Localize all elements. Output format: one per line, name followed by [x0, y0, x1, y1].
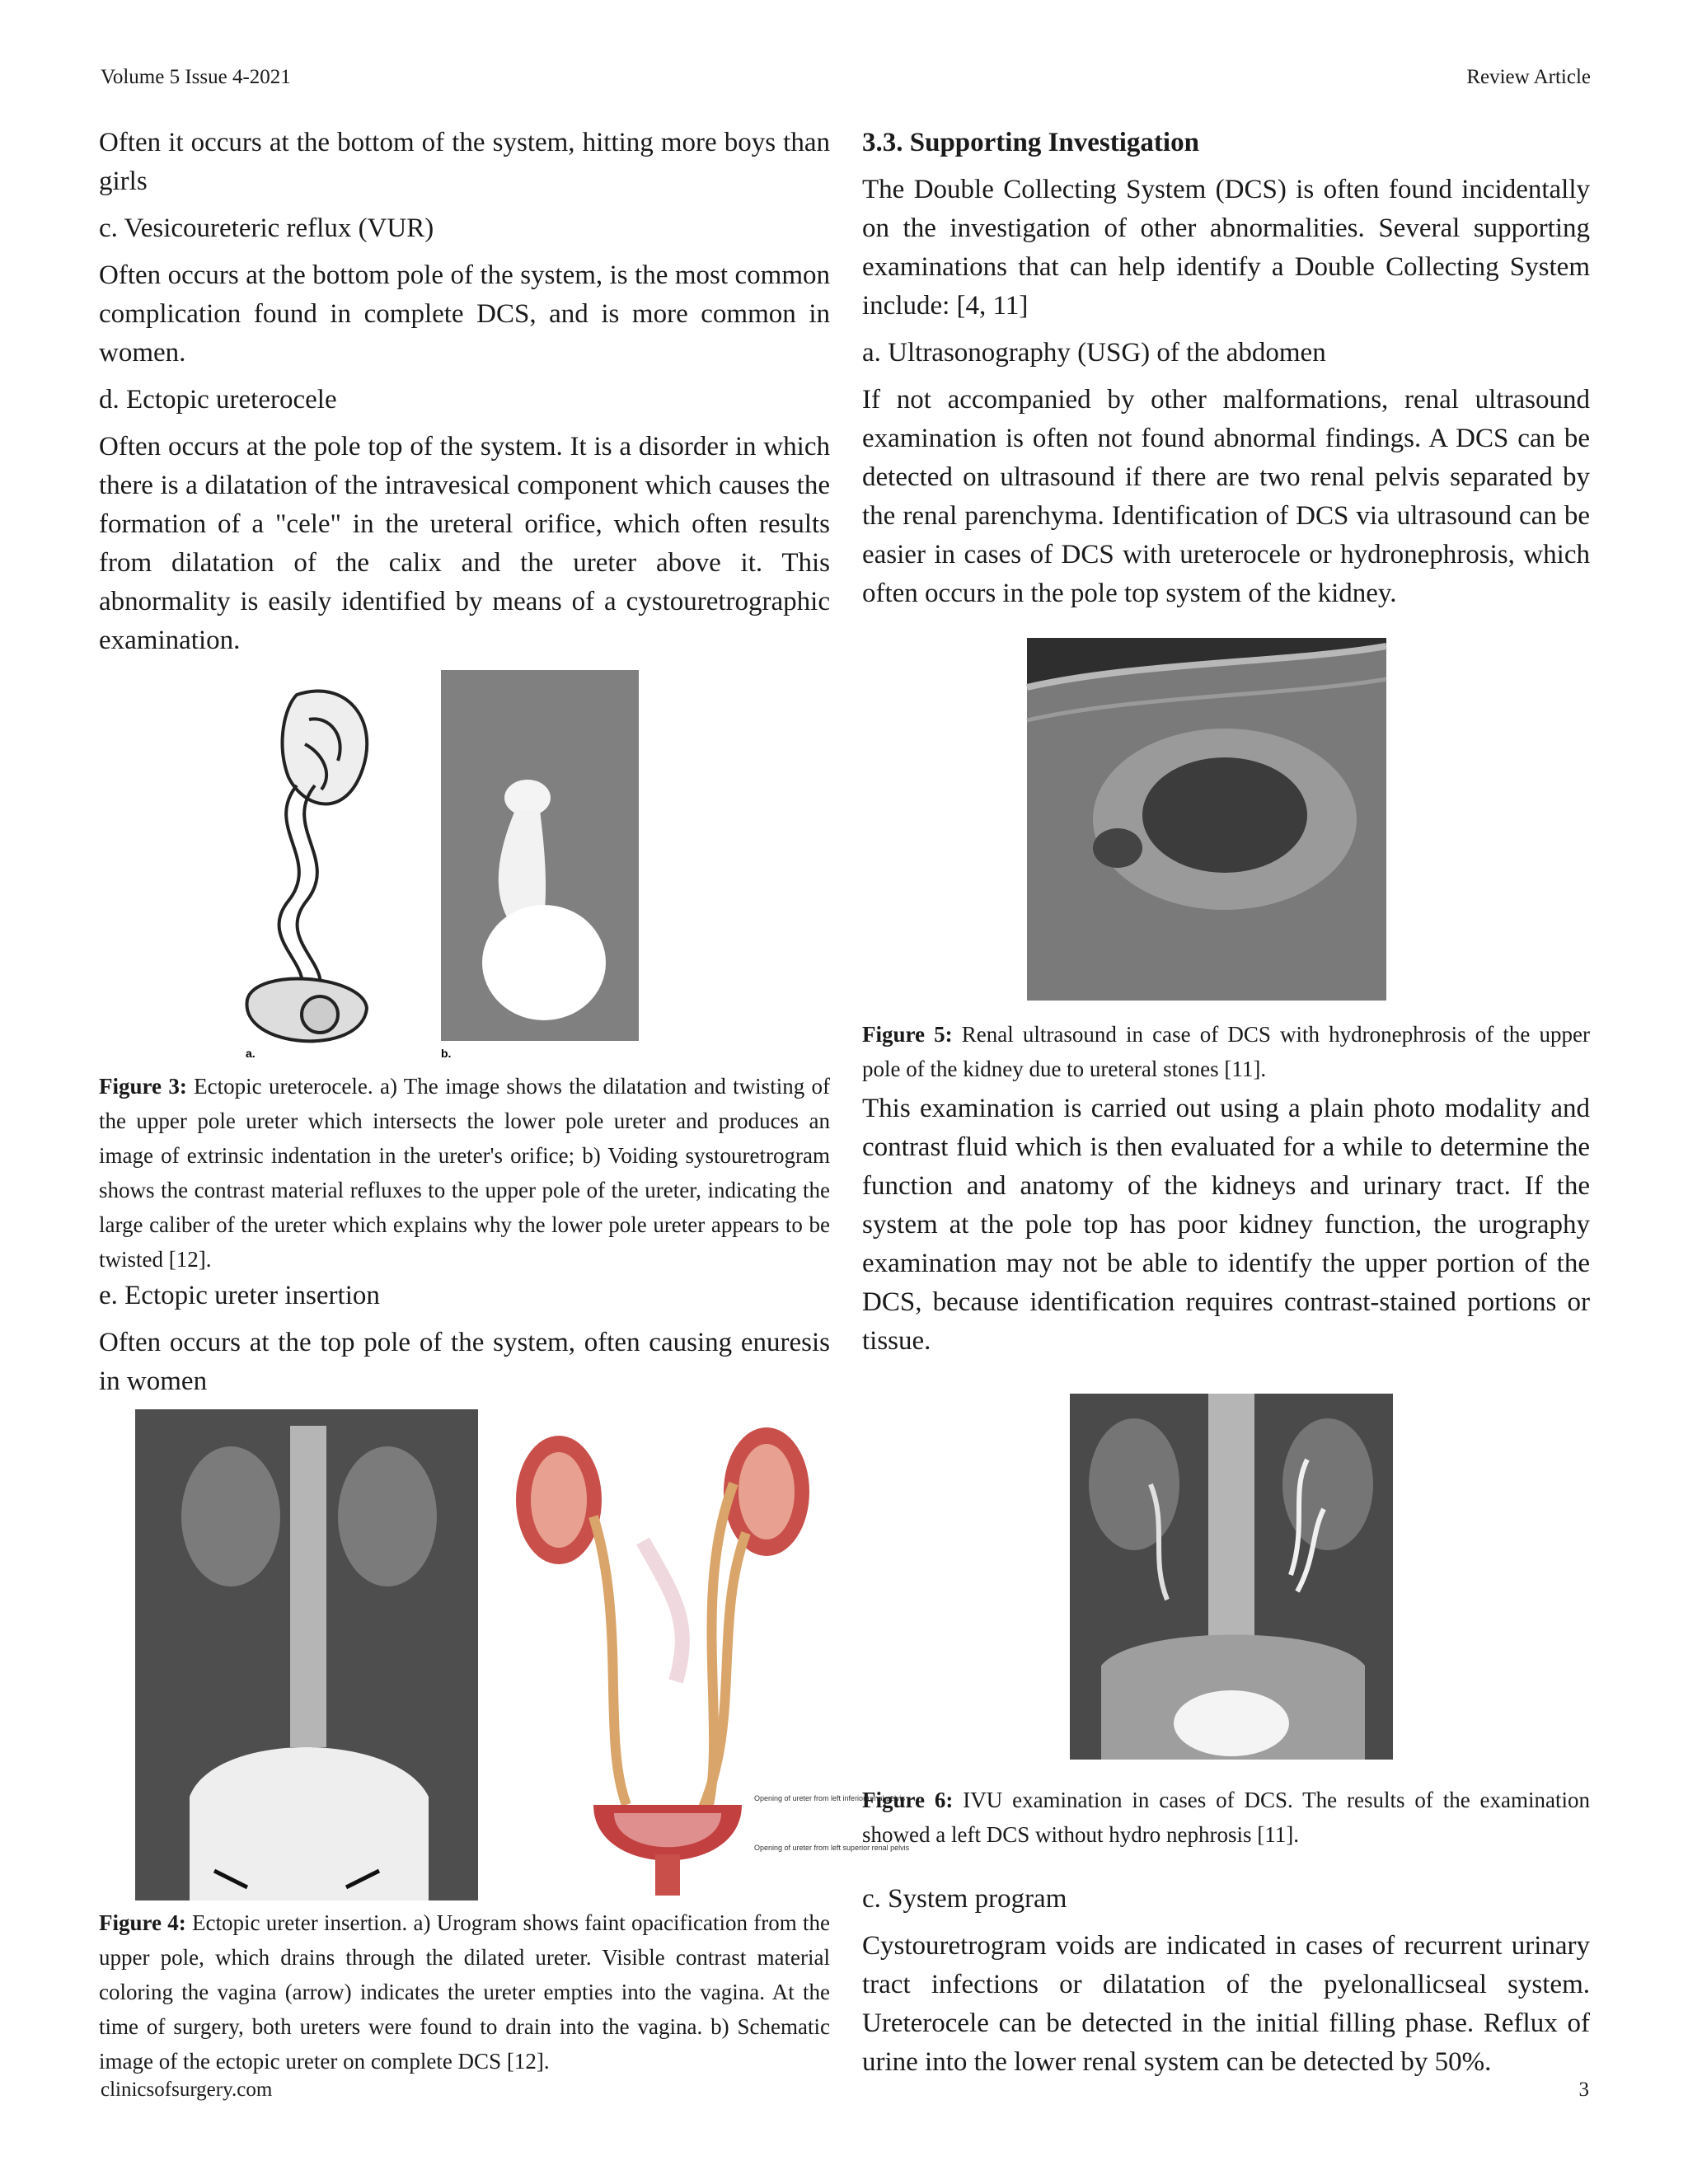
figure-3-panel-b-label: b.	[441, 1047, 452, 1060]
subheading-ectopic-ureterocele: d. Ectopic ureterocele	[99, 385, 337, 415]
figure-4-caption	[99, 1905, 830, 2079]
figure-3-label: Figure 3:	[99, 1074, 187, 1099]
paragraph: Often occurs at the bottom pole of the system, is the most common complication found in complete DCS, and is more common in women.	[99, 260, 830, 368]
journal-website: clinicsofsurgery.com	[101, 2079, 273, 2101]
figure-5-label: Figure 5:	[862, 1022, 953, 1047]
article-type: Review Article	[1466, 66, 1591, 88]
figure-4-caption-text: Ectopic ureter insertion. a) Urogram shows faint opacification from the upper pole, which drains through the dilated ureter. Visible contrast material coloring the vagina (arrow) indicates the ureter empties into the vagina. At the time of surgery, both ureters were found to drain into the vagina. b) Schematic image of the ectopic ureter on complete DCS [12].	[99, 1910, 831, 2074]
figure-5-caption-text: Renal ultrasound in case of DCS with hydronephrosis of the upper pole of the kidney due to ureteral stones [11].	[862, 1022, 1591, 1081]
paragraph: This examination is carried out using a plain photo modality and contrast fluid which is then evaluated for a while to determine the function and anatomy of the kidneys and urinary tract. If the system at the pole top has poor kidney function, the urography examination may not be able to identify the upper portion of the DCS, because identification requires contrast-stained portions or tissue.	[862, 1094, 1590, 1356]
figure-3-panel-a-label: a.	[246, 1047, 256, 1060]
figure-4-label: Figure 4:	[99, 1910, 186, 1935]
section-heading: 3.3. Supporting Investigation	[862, 128, 1199, 157]
figure-6-caption	[862, 1783, 1590, 1852]
right-column	[862, 124, 1590, 2082]
figure-6-image	[862, 1394, 1590, 1760]
subheading-system-program: c. System program	[862, 1884, 1067, 1914]
figure-6-caption-text: IVU examination in cases of DCS. The results of the examination showed a left DCS without hydro nephrosis [11].	[862, 1788, 1591, 1847]
figure-3	[99, 670, 830, 1066]
paragraph: Cystouretrogram voids are indicated in cases of recurrent urinary tract infections or dilatation of the pyelonallicseal system. Ureterocele can be detected in the initial filling phase. Reflux of urine into the lower renal system can be detected by 50%.	[862, 1931, 1590, 2077]
paragraph: If not accompanied by other malformations, renal ultrasound examination is often not found abnormal findings. A DCS can be detected on ultrasound if there are two renal pelvis separated by the renal parenchyma. Identification of DCS via ultrasound can be easier in cases of DCS with ureterocele or hydronephrosis, which often occurs in the pole top system of the kidney.	[862, 385, 1590, 608]
paragraph: Often it occurs at the bottom of the system, hitting more boys than girls	[99, 128, 830, 196]
figure-6-label: Figure 6:	[862, 1788, 954, 1812]
figure-6	[862, 1394, 1590, 1760]
figure-4-note-superior: Opening of ureter from left superior renal pelvis	[754, 1844, 910, 1852]
figure-5-caption	[862, 1017, 1590, 1086]
figure-5	[862, 638, 1590, 1001]
figure-3-caption-text: Ectopic ureterocele. a) The image shows the dilatation and twisting of the upper pole ureter which intersects the lower pole ureter and produces an image of extrinsic indentation in the ureter's orifice; b) Voiding systouretrogram shows the contrast material refluxes to the upper pole of the ureter, indicating the large caliber of the ureter which explains why the lower pole ureter appears to be twisted [12].	[99, 1074, 831, 1272]
figure-3-caption	[99, 1069, 830, 1277]
subheading-ultrasonography: a. Ultrasonography (USG) of the abdomen	[862, 338, 1326, 368]
paragraph: Often occurs at the pole top of the system. It is a disorder in which there is a dilatation of the intravesical component which causes the formation of a "cele" in the ureteral orifice, which often results from dilatation of the calix and the ureter above it. This abnormality is easily identified by means of a cystouretrographic examination.	[99, 432, 830, 655]
subheading-vur: c. Vesicoureteric reflux (VUR)	[99, 213, 434, 243]
subheading-ectopic-ureter-insertion: e. Ectopic ureter insertion	[99, 1281, 380, 1310]
figure-4-note-inferior: Opening of ureter from left inferior renal pelvis	[754, 1794, 906, 1802]
paragraph: The Double Collecting System (DCS) is often found incidentally on the investigation of other abnormalities. Several supporting examinations that can help identify a Double Collecting System include: [4, 11]	[862, 175, 1590, 321]
page-number: 3	[1578, 2079, 1589, 2101]
figure-3-image	[99, 670, 830, 1066]
figure-5-image	[862, 638, 1590, 1001]
journal-volume: Volume 5 Issue 4-2021	[101, 66, 291, 88]
paragraph: Often occurs at the top pole of the system, often causing enuresis in women	[99, 1328, 830, 1396]
